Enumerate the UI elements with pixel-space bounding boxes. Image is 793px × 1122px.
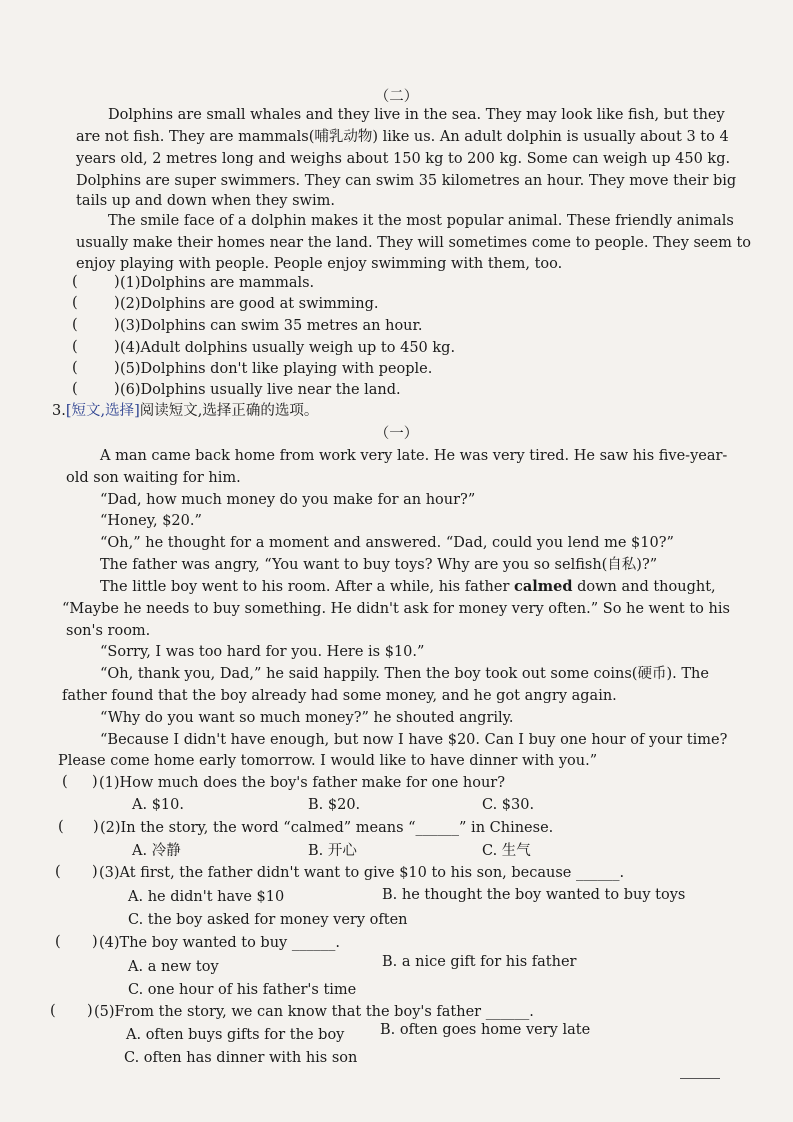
story-line: “Why do you want so much money?” he shouted angrily. <box>100 710 514 726</box>
story-line: “Maybe he needs to buy something. He didn't ask for money very often.” So he went to his <box>62 601 730 617</box>
answer-bracket-close: ) <box>114 381 120 397</box>
answer-bracket-close: ) <box>114 339 120 355</box>
option-b: B. he thought the boy wanted to buy toys <box>382 887 686 903</box>
story-line: father found that the boy already had some money, and he got angry again. <box>62 688 617 704</box>
answer-bracket-open: ( <box>72 274 78 290</box>
story-line: A man came back home from work very late. He was very tired. He saw his five-year- <box>100 448 728 464</box>
section-heading-1: （一） <box>374 426 419 442</box>
answer-bracket-open: ( <box>72 360 78 376</box>
passage-line: enjoy playing with people. People enjoy swimming with them, too. <box>76 256 563 272</box>
statement-item: (2)Dolphins are good at swimming. <box>120 296 379 312</box>
story-line: old son waiting for him. <box>66 470 241 486</box>
option-b: B. often goes home very late <box>380 1022 591 1038</box>
statement-item: (3)Dolphins can swim 35 metres an hour. <box>120 318 423 334</box>
option-a: A. $10. <box>132 797 184 813</box>
option-a: A. often buys gifts for the boy <box>126 1027 345 1043</box>
option-c: C. one hour of his father's time <box>128 982 357 998</box>
story-line: “Oh,” he thought for a moment and answered. “Dad, could you lend me $10?” <box>100 535 674 551</box>
story-line: “Oh, thank you, Dad,” he said happily. Then the boy took out some coins(硬币). The <box>100 666 709 682</box>
statement-item: (5)Dolphins don't like playing with people. <box>120 361 433 377</box>
question-3-header <box>52 402 318 420</box>
answer-bracket-close: ) <box>87 1003 93 1019</box>
question-stem: (2)In the story, the word “calmed” means “______” in Chinese. <box>100 820 554 836</box>
answer-bracket-open: ( <box>72 317 78 333</box>
answer-bracket-open: ( <box>55 934 61 950</box>
story-line: “Because I didn't have enough, but now I have $20. Can I buy one hour of your time? <box>100 732 728 748</box>
story-text: The little boy went to his room. After a while, his father <box>100 579 515 595</box>
story-line: son's room. <box>66 623 151 639</box>
option-b: B. 开心 <box>308 843 357 859</box>
story-line <box>100 578 716 596</box>
answer-bracket-open: ( <box>55 864 61 880</box>
answer-bracket-close: ) <box>114 274 120 290</box>
question-instruction: 阅读短文,选择正确的选项。 <box>139 403 319 419</box>
answer-bracket-open: ( <box>58 819 64 835</box>
bold-word: calmed <box>514 578 573 595</box>
question-stem: (4)The boy wanted to buy ______. <box>99 935 340 951</box>
statement-item: (6)Dolphins usually live near the land. <box>120 382 401 398</box>
passage-line: Dolphins are super swimmers. They can swim 35 kilometres an hour. They move their big <box>76 173 737 189</box>
passage-line: years old, 2 metres long and weighs about 150 kg to 200 kg. Some can weigh up 450 kg. <box>76 151 731 167</box>
answer-bracket-close: ) <box>93 819 99 835</box>
story-text: down and thought, <box>572 579 716 595</box>
option-a: A. 冷静 <box>132 843 181 859</box>
passage-line: are not fish. They are mammals(哺乳动物) like us. An adult dolphin is usually about 3 to 4 <box>76 129 729 145</box>
statement-item: (4)Adult dolphins usually weigh up to 450 kg. <box>120 340 456 356</box>
answer-bracket-close: ) <box>114 295 120 311</box>
option-a: A. a new toy <box>128 959 219 975</box>
passage-line: Dolphins are small whales and they live in the sea. They may look like fish, but they <box>108 107 725 123</box>
answer-bracket-close: ) <box>114 317 120 333</box>
answer-bracket-open: ( <box>72 339 78 355</box>
question-type-tag: [短文,选择] <box>65 403 140 419</box>
option-b: B. a nice gift for his father <box>382 954 577 970</box>
story-line: Please come home early tomorrow. I would like to have dinner with you.” <box>58 753 598 769</box>
option-c: C. $30. <box>482 797 535 813</box>
page-divider <box>680 1078 720 1079</box>
story-line: The father was angry, “You want to buy toys? Why are you so selfish(自私)?” <box>100 557 658 573</box>
answer-bracket-open: ( <box>50 1003 56 1019</box>
option-b: B. $20. <box>308 797 361 813</box>
question-number: 3. <box>52 403 66 419</box>
answer-bracket-close: ) <box>114 360 120 376</box>
question-stem: (3)At first, the father didn't want to give $10 to his son, because ______. <box>99 865 625 881</box>
passage-line: usually make their homes near the land. They will sometimes come to people. They seem to <box>76 235 752 251</box>
question-stem: (1)How much does the boy's father make for one hour? <box>99 775 506 791</box>
answer-bracket-close: ) <box>92 774 98 790</box>
answer-bracket-close: ) <box>92 934 98 950</box>
story-line: “Sorry, I was too hard for you. Here is $10.” <box>100 644 425 660</box>
story-line: “Honey, $20.” <box>100 513 202 529</box>
section-heading-2: （二） <box>374 89 419 105</box>
passage-line: tails up and down when they swim. <box>76 193 335 209</box>
answer-bracket-open: ( <box>62 774 68 790</box>
answer-bracket-open: ( <box>72 381 78 397</box>
option-c: C. often has dinner with his son <box>124 1050 358 1066</box>
option-a: A. he didn't have $10 <box>128 889 285 905</box>
statement-item: (1)Dolphins are mammals. <box>120 275 315 291</box>
option-c: C. the boy asked for money very often <box>128 912 408 928</box>
option-c: C. 生气 <box>482 843 531 859</box>
story-line: “Dad, how much money do you make for an hour?” <box>100 492 476 508</box>
passage-line: The smile face of a dolphin makes it the most popular animal. These friendly animals <box>108 213 734 229</box>
answer-bracket-close: ) <box>92 864 98 880</box>
answer-bracket-open: ( <box>72 295 78 311</box>
question-stem: (5)From the story, we can know that the boy's father ______. <box>94 1004 534 1020</box>
